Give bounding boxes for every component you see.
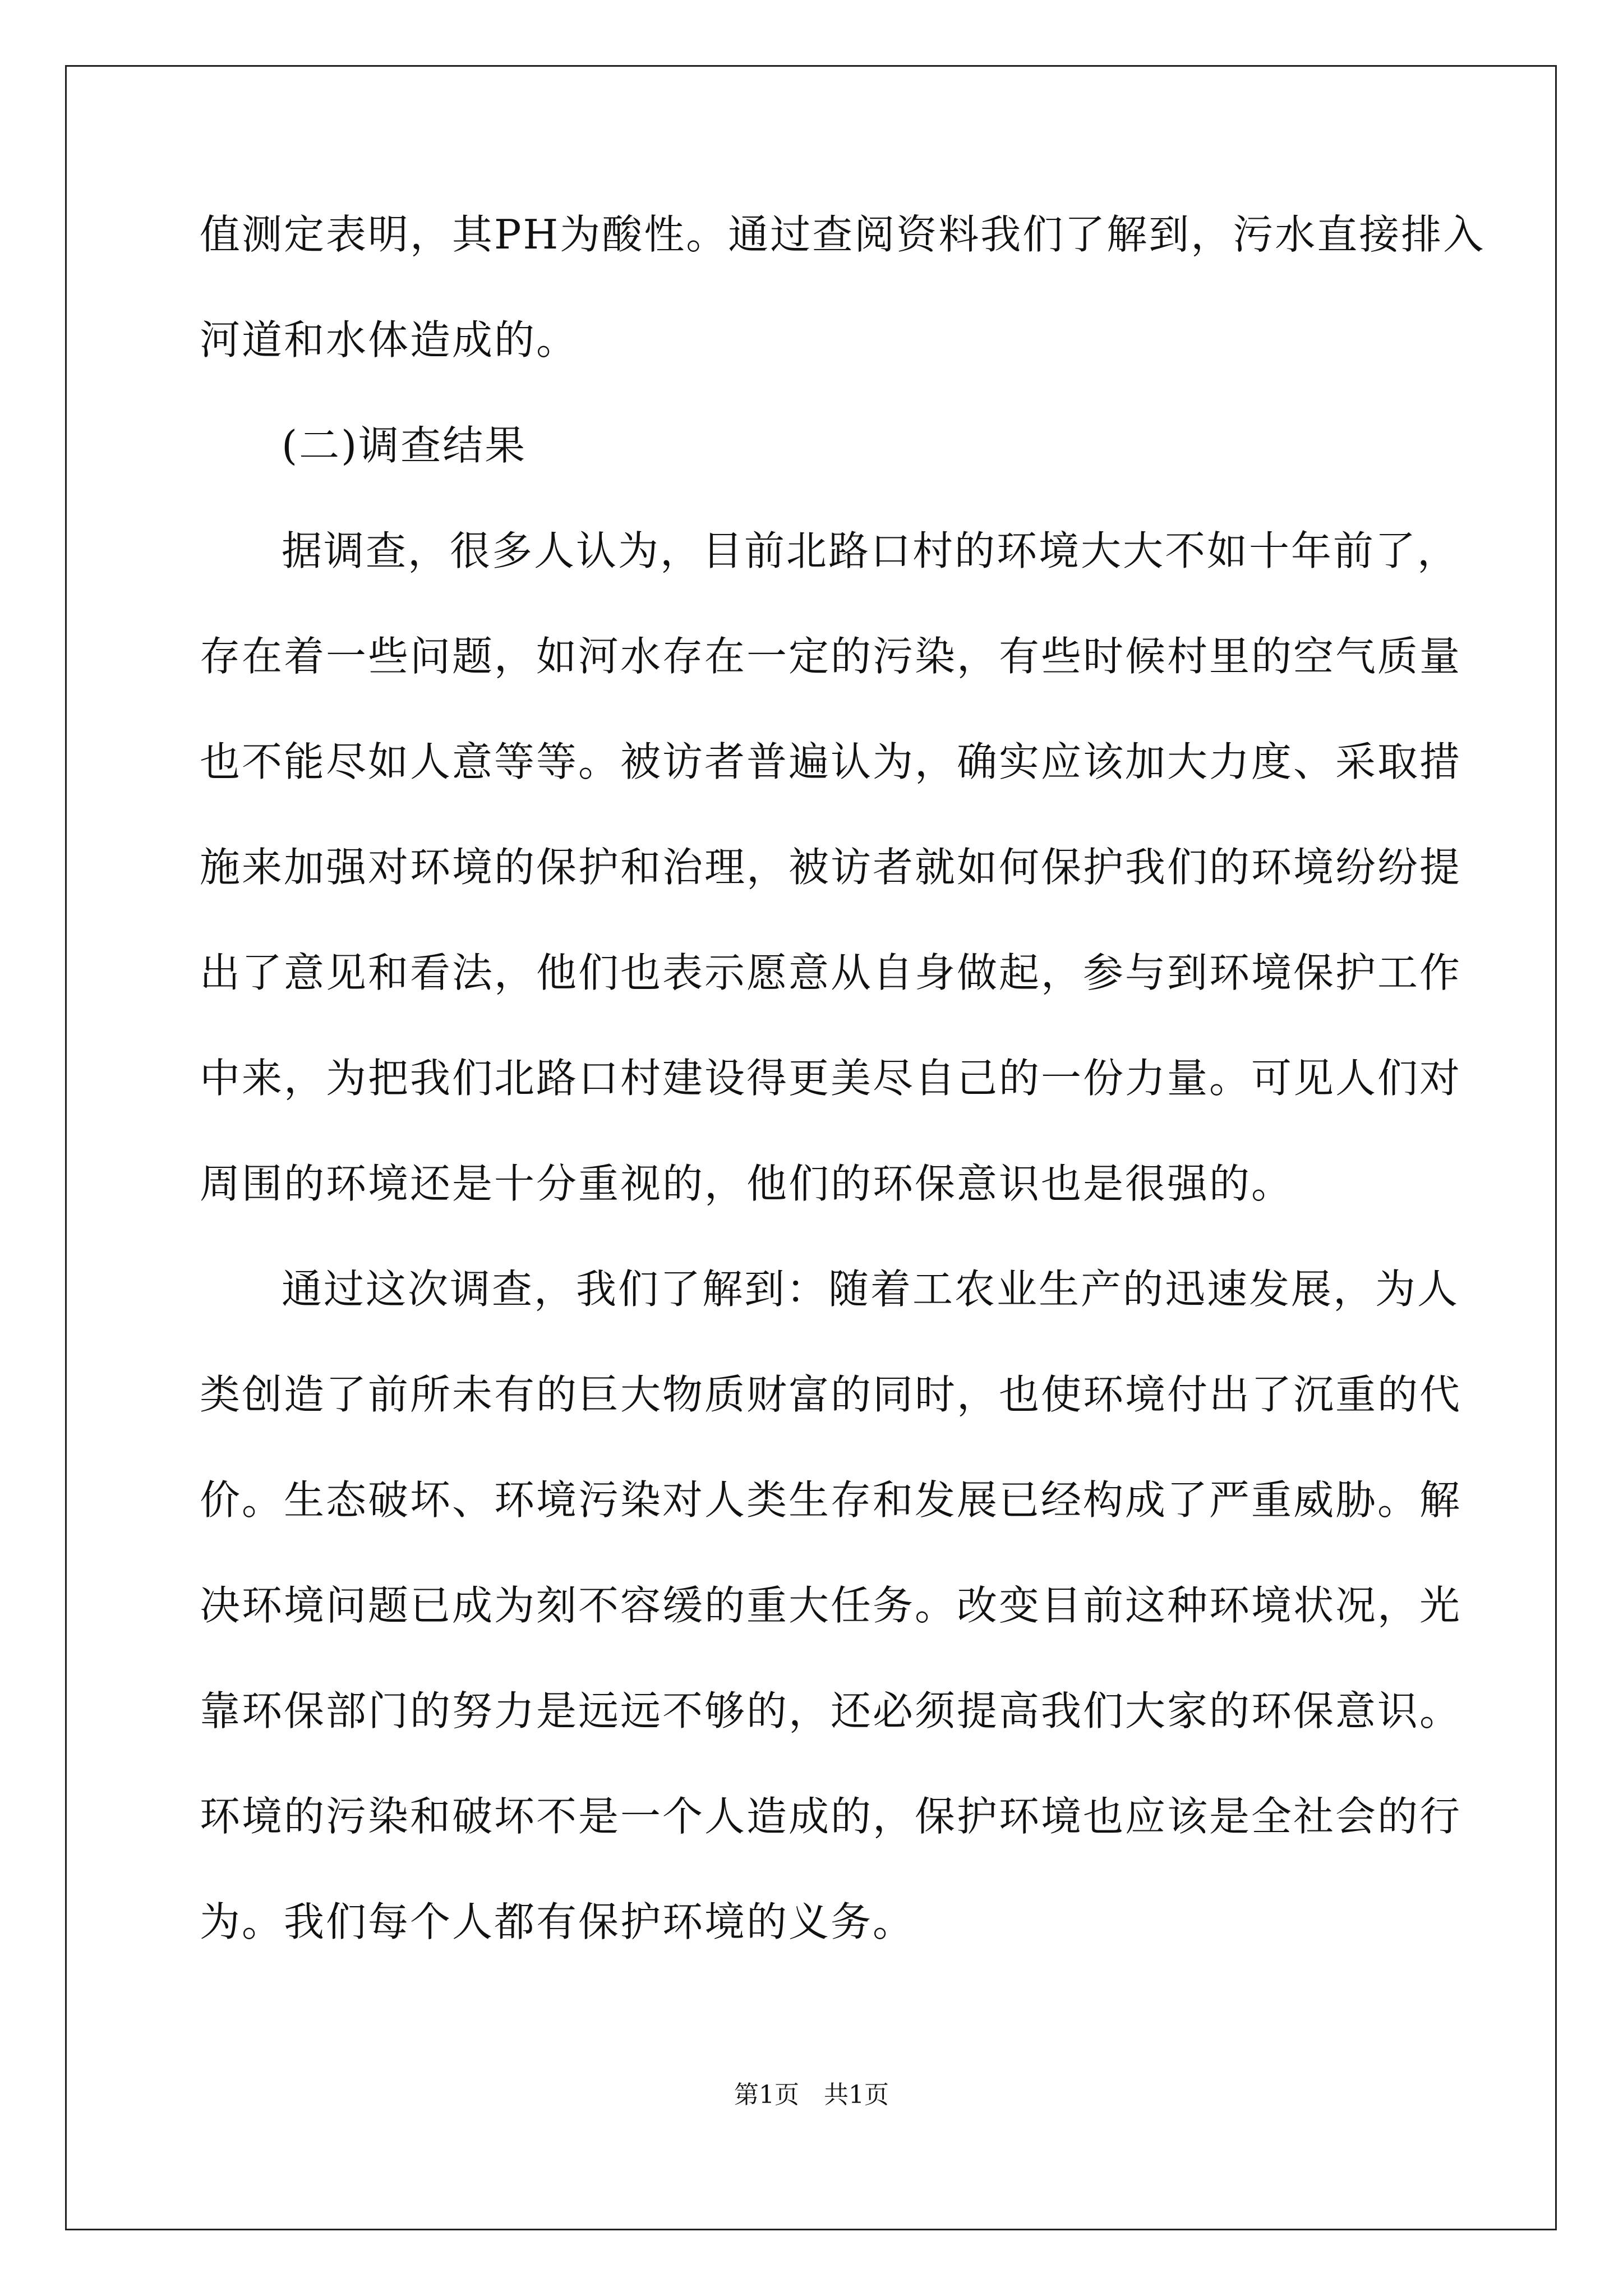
body-line: 周围的环境还是十分重视的，他们的环保意识也是很强的。	[200, 1160, 1294, 1207]
body-line: 价。生态破坏、环境污染对人类生存和发展已经构成了严重威胁。解	[200, 1476, 1462, 1524]
body-line: 也不能尽如人意等等。被访者普遍认为，确实应该加大力度、采取措	[200, 738, 1462, 785]
body-line: 施来加强对环境的保护和治理，被访者就如何保护我们的环境纷纷提	[200, 844, 1462, 891]
document-body	[200, 208, 1486, 2000]
body-line: 决环境问题已成为刻不容缓的重大任务。改变目前这种环境状况，光	[200, 1582, 1462, 1629]
page-footer: 第1页 共1页	[734, 2081, 889, 2109]
body-line: 存在着一些问题，如河水存在一定的污染，有些时候村里的空气质量	[200, 633, 1462, 680]
body-line: 环境的污染和破坏不是一个人造成的，保护环境也应该是全社会的行	[200, 1793, 1462, 1840]
body-line: 据调查，很多人认为，目前北路口村的环境大大不如十年前了，	[282, 527, 1460, 574]
body-line: 出了意见和看法，他们也表示愿意从自身做起，参与到环境保护工作	[200, 949, 1462, 996]
body-line: 为。我们每个人都有保护环境的义务。	[200, 1898, 915, 1945]
body-line: 靠环保部门的努力是远远不够的，还必须提高我们大家的环保意识。	[200, 1687, 1462, 1734]
section-heading: (二)调查结果	[282, 422, 527, 469]
body-line: 值测定表明，其PH为酸性。通过查阅资料我们了解到，污水直接排入	[200, 211, 1486, 258]
body-line: 中来，为把我们北路口村建设得更美尽自己的一份力量。可见人们对	[200, 1055, 1462, 1102]
body-line: 类创造了前所未有的巨大物质财富的同时，也使环境付出了沉重的代	[200, 1371, 1462, 1418]
body-line: 通过这次调查，我们了解到：随着工农业生产的迅速发展，为人	[282, 1266, 1460, 1313]
body-line: 河道和水体造成的。	[200, 316, 579, 364]
